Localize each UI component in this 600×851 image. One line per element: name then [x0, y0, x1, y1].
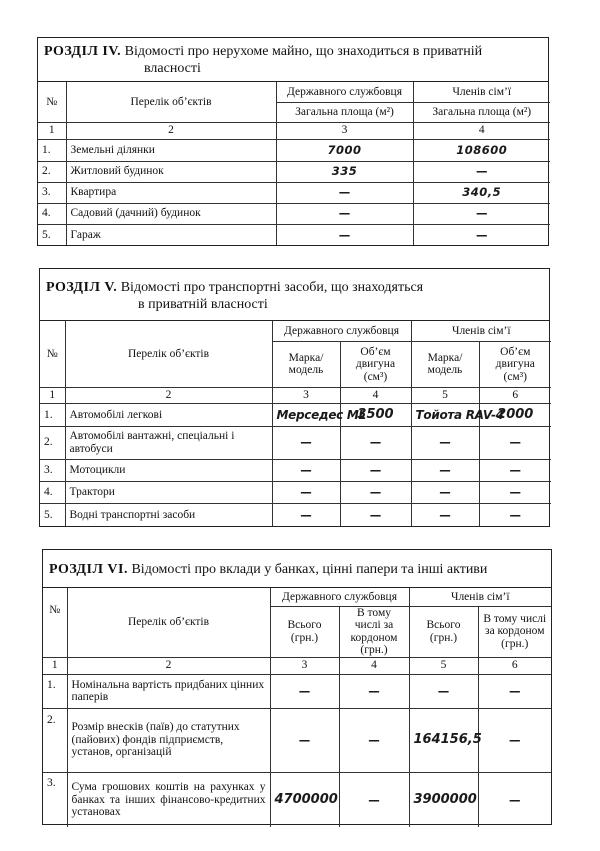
brand-official-value: Мерседес ML: [272, 404, 340, 426]
brand-family-value: —: [411, 426, 479, 459]
total-family-value: —: [409, 674, 478, 708]
engine-official-value: —: [340, 504, 411, 526]
total-official-value: —: [270, 708, 339, 772]
object-name: Сума грошових коштів на рахунках у банках та інших фінансово-кредитних установах: [67, 772, 270, 827]
header-object-list: Перелік об’єктів: [65, 321, 272, 388]
real-estate-table: [38, 82, 550, 245]
table-row: [40, 404, 551, 426]
column-number: 4: [340, 388, 411, 404]
abroad-official-value: —: [339, 708, 409, 772]
row-number: 2.: [40, 426, 65, 459]
abroad-official-value: —: [339, 674, 409, 708]
engine-family-value: —: [479, 459, 551, 481]
header-total-family: Всього (грн.): [409, 606, 478, 657]
engine-family-value: —: [479, 426, 551, 459]
column-number: 4: [413, 122, 550, 139]
section-vi-number: РОЗДІЛ VI.: [49, 562, 128, 577]
column-number: 3: [270, 657, 339, 674]
section-iv-heading-1: Відомості про нерухоме майно, що знаходиться в приватній: [124, 44, 483, 59]
column-number: 1: [43, 657, 67, 674]
header-no: №: [38, 82, 66, 122]
brand-official-value: —: [272, 504, 340, 526]
object-name: Водні транспортні засоби: [65, 504, 272, 526]
row-number: 1.: [38, 139, 66, 161]
column-number: 2: [67, 657, 270, 674]
table-row: [38, 161, 550, 182]
row-number: 5.: [38, 224, 66, 245]
brand-official-value: —: [272, 482, 340, 504]
column-number: 6: [479, 388, 551, 404]
vehicles-table: [40, 321, 551, 526]
object-name: Трактори: [65, 482, 272, 504]
table-row: [43, 708, 551, 772]
area-official-value: 7000: [276, 139, 413, 161]
brand-family-value: Тойота RAV-4: [411, 404, 479, 426]
table-row: [40, 482, 551, 504]
column-number: 3: [276, 122, 413, 139]
row-number: 3.: [38, 182, 66, 203]
object-name: Квартира: [66, 182, 276, 203]
table-row: [43, 772, 551, 827]
section-vi-title: [43, 550, 551, 588]
brand-official-value: —: [272, 426, 340, 459]
header-engine-official: Об’єм двигуна (см³): [340, 341, 411, 387]
section-v-title: [40, 269, 549, 321]
object-name: Автомобілі вантажні, спеціальні і автобуси: [65, 426, 272, 459]
section-iv-title: [38, 38, 548, 82]
header-object-list: Перелік об’єктів: [66, 82, 276, 122]
column-number: 4: [339, 657, 409, 674]
header-area-family: Загальна площа (м²): [413, 102, 550, 122]
brand-family-value: —: [411, 504, 479, 526]
header-object-list: Перелік об’єктів: [67, 588, 270, 657]
engine-official-value: —: [340, 482, 411, 504]
header-official: Державного службовця: [272, 321, 411, 341]
table-row: [43, 674, 551, 708]
column-number: 2: [66, 122, 276, 139]
header-official: Державного службовця: [276, 82, 413, 102]
table-row: [40, 459, 551, 481]
header-engine-family: Об’єм двигуна (см³): [479, 341, 551, 387]
assets-table: [43, 588, 551, 827]
engine-family-value: 2000: [479, 404, 551, 426]
abroad-official-value: —: [339, 772, 409, 827]
abroad-family-value: —: [478, 708, 551, 772]
engine-official-value: —: [340, 459, 411, 481]
header-area-official: Загальна площа (м²): [276, 102, 413, 122]
total-family-value: 3900000: [409, 772, 478, 827]
row-number: 1.: [43, 674, 67, 708]
total-official-value: —: [270, 674, 339, 708]
total-official-value: 4700000: [270, 772, 339, 827]
section-iv: [37, 37, 549, 246]
row-number: 5.: [40, 504, 65, 526]
object-name: Житловий будинок: [66, 161, 276, 182]
header-total-official: Всього (грн.): [270, 606, 339, 657]
area-official-value: 335: [276, 161, 413, 182]
section-iv-heading-2: власності: [144, 61, 201, 76]
row-number: 1.: [40, 404, 65, 426]
column-number: 5: [409, 657, 478, 674]
object-name: Гараж: [66, 224, 276, 245]
header-family: Членів сім’ї: [413, 82, 550, 102]
area-family-value: —: [413, 161, 550, 182]
brand-official-value: —: [272, 459, 340, 481]
table-row: [40, 426, 551, 459]
header-brand-family: Марка/ модель: [411, 341, 479, 387]
column-number: 1: [40, 388, 65, 404]
area-official-value: —: [276, 203, 413, 224]
object-name: Номінальна вартість придбаних цінних паперів: [67, 674, 270, 708]
header-abroad-family: В тому числі за кордоном (грн.): [478, 606, 551, 657]
header-brand-official: Марка/ модель: [272, 341, 340, 387]
row-number: 3.: [40, 459, 65, 481]
row-number: 3.: [43, 772, 67, 827]
section-vi: [42, 549, 552, 825]
engine-family-value: —: [479, 504, 551, 526]
header-official: Державного службовця: [270, 588, 409, 606]
row-number: 2.: [38, 161, 66, 182]
table-row: [38, 182, 550, 203]
brand-family-value: —: [411, 459, 479, 481]
column-number: 3: [272, 388, 340, 404]
area-official-value: —: [276, 224, 413, 245]
section-vi-heading: Відомості про вклади у банках, цінні папери та інші активи: [131, 562, 488, 577]
area-official-value: —: [276, 182, 413, 203]
column-number: 1: [38, 122, 66, 139]
abroad-family-value: —: [478, 772, 551, 827]
table-row: [38, 139, 550, 161]
section-v-heading-1: Відомості про транспортні засоби, що знаходяться: [120, 280, 424, 295]
area-family-value: —: [413, 203, 550, 224]
header-abroad-official: В тому числі за кордоном (грн.): [339, 606, 409, 657]
area-family-value: 108600: [413, 139, 550, 161]
header-family: Членів сім’ї: [409, 588, 551, 606]
object-name: Садовий (дачний) будинок: [66, 203, 276, 224]
section-v-number: РОЗДІЛ V.: [46, 280, 118, 295]
column-number: 6: [478, 657, 551, 674]
area-family-value: —: [413, 224, 550, 245]
object-name: Мотоцикли: [65, 459, 272, 481]
table-row: [38, 203, 550, 224]
brand-family-value: —: [411, 482, 479, 504]
section-v-heading-2: в приватній власності: [138, 297, 268, 312]
object-name: Земельні ділянки: [66, 139, 276, 161]
header-no: №: [40, 321, 65, 388]
section-v: [39, 268, 550, 527]
section-iv-number: РОЗДІЛ IV.: [44, 44, 122, 59]
table-row: [38, 224, 550, 245]
row-number: 4.: [38, 203, 66, 224]
engine-official-value: —: [340, 426, 411, 459]
object-name: Розмір внесків (паїв) до статутних (пайових) фондів підприємств, установ, організацій: [67, 708, 270, 772]
row-number: 2.: [43, 708, 67, 772]
area-family-value: 340,5: [413, 182, 550, 203]
abroad-family-value: —: [478, 674, 551, 708]
object-name: Автомобілі легкові: [65, 404, 272, 426]
header-family: Членів сім’ї: [411, 321, 551, 341]
column-number: 2: [65, 388, 272, 404]
column-number: 5: [411, 388, 479, 404]
engine-official-value: 3500: [340, 404, 411, 426]
header-no: №: [43, 588, 67, 657]
total-family-value: 164156,5: [409, 708, 478, 772]
row-number: 4.: [40, 482, 65, 504]
table-row: [40, 504, 551, 526]
engine-family-value: —: [479, 482, 551, 504]
